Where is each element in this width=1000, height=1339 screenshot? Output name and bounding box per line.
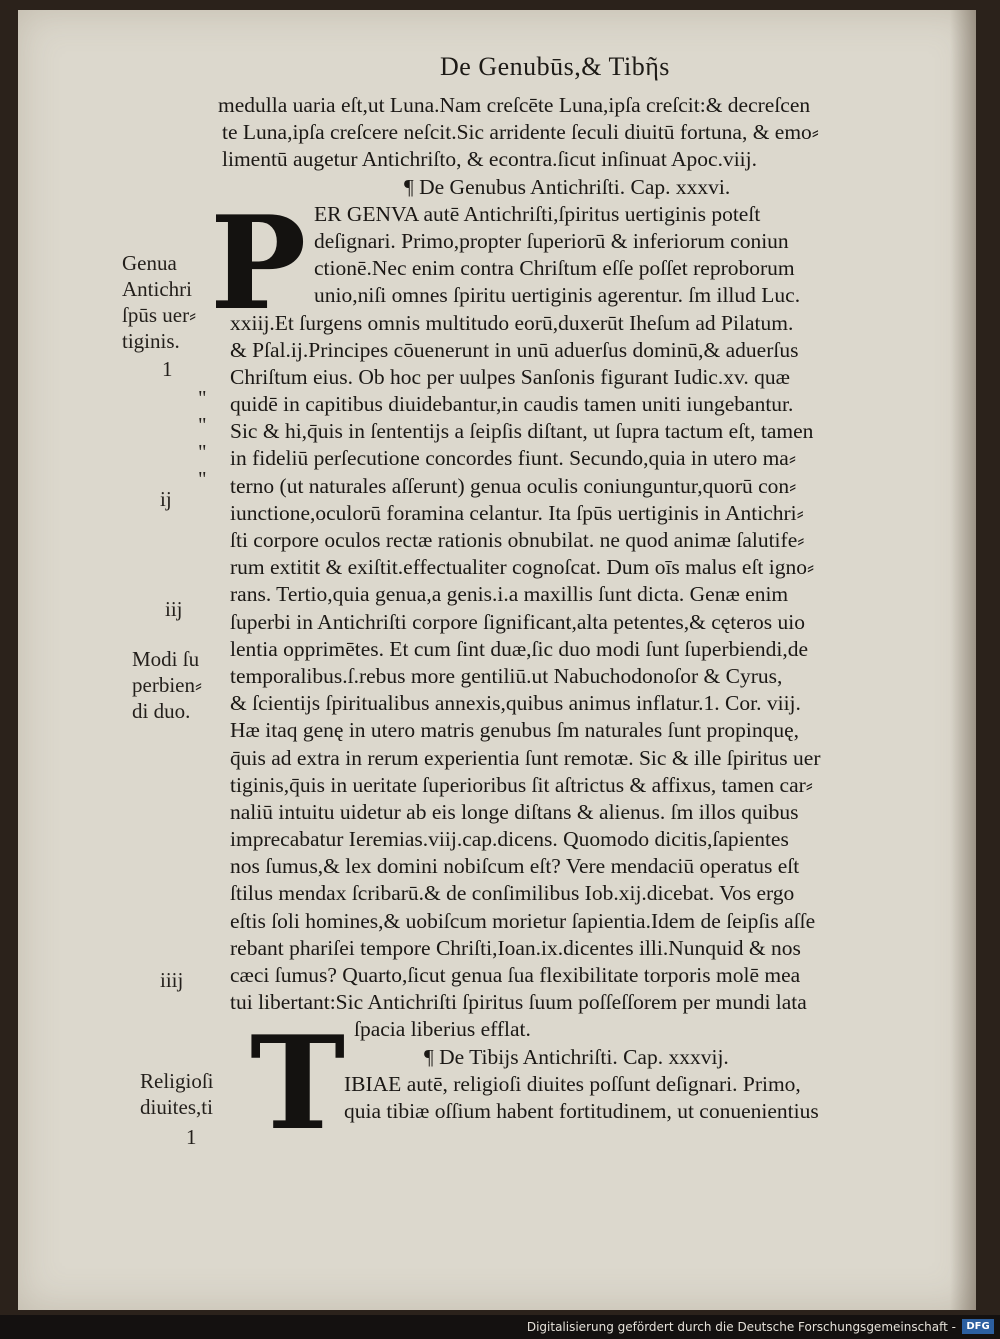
text-line: ſuperbi in Antichriſti corpore ſignificant,alta petentes,& cęteros uio xyxy=(230,609,805,634)
text-line: limentū augetur Antichriſto, & econtra.ſicut inſinuat Apoc.viij. xyxy=(222,147,758,172)
margin-note-religiosi: Religioſi diuites,ti xyxy=(140,1069,214,1119)
dfg-logo: DFG xyxy=(962,1319,994,1334)
text-line: Sic & hi,q̄uis in ſententijs a ſeipſis diſtant, ut ſupra tactum eſt, tamen xyxy=(230,419,814,444)
text-line: deſignari. Primo,propter ſuperiorū & inferiorum coniun xyxy=(314,228,789,253)
text-line: imprecabatur Ieremias.viij.cap.dicens. Quomodo dicitis,ſapientes xyxy=(230,827,789,852)
footer-credit: Digitalisierung gefördert durch die Deutsche Forschungsgemeinschaft - xyxy=(526,1320,956,1334)
drop-cap-t: T xyxy=(250,1009,346,1159)
text-line: cæci ſumus? Quarto,ſicut genua ſua flexibilitate torporis molē mea xyxy=(230,963,801,987)
text-line: & ſcientijs ſpiritualibus annexis,quibus animus inflatur.1. Cor. viij. xyxy=(230,691,801,716)
text-line: ſtilus mendax ſcribarū.& de conſimilibus Iob.xij.dicebat. Vos ergo xyxy=(230,881,795,906)
text-line: quia tibiæ oſſium habent fortitudinem, ut conuenientius xyxy=(344,1098,819,1123)
margin-note-genua: Genua Antichri ſpūs uer⸗ tiginis. xyxy=(122,251,197,353)
text-line: ſti corpore oculos rectæ rationis obnubilat. ne quod animæ ſalutife⸗ xyxy=(230,528,805,552)
text-line: te Luna,ipſa creſcere neſcit.Sic arridente ſeculi diuitū fortuna, & emo⸗ xyxy=(222,120,819,145)
main-text xyxy=(204,92,934,1125)
text-line: temporalibus.ſ.rebus more gentiliū.ut Nabuchodonoſor & Cyrus, xyxy=(230,663,783,688)
text-line: naliū intuitu uidetur ab eis longe diſtans & alienus. ſm illos quibus xyxy=(230,799,799,824)
text-line: tui libertant:Sic Antichriſti ſpiritus ſuum poſſeſſorem per mundi lata xyxy=(230,990,807,1015)
text-line: IBIAE autē, religioſi diuites poſſunt deſignari. Primo, xyxy=(344,1071,801,1096)
text-line: rum extitit & exiſtit.effectualiter cognoſcat. Dum oīs malus eſt igno⸗ xyxy=(230,555,815,580)
spine-shadow xyxy=(950,10,976,1310)
text-line: terno (ut naturales aſſerunt) genua oculis coniunguntur,quorū con⸗ xyxy=(230,473,797,498)
text-line: ctionē.Nec enim contra Chriſtum eſſe poſſet reproborum xyxy=(314,256,795,281)
text-line: q̄uis ad extra in rerum experientia ſunt remotæ. Sic & ille ſpiritus uer xyxy=(230,745,821,770)
margin-number-1: 1 xyxy=(162,357,173,381)
text-line: eſtis ſoli homines,& uobiſcum morietur ſapientia.Idem de ſeipſis aſſe xyxy=(230,908,816,933)
text-line: Chriſtum eius. Ob hoc per uulpes Sanſonis figurant Iudic.xv. quæ xyxy=(230,364,790,389)
text-line: ¶ De Tibijs Antichriſti. Cap. xxxvij. xyxy=(424,1044,729,1069)
running-head: De Genubūs,& Tibῆs xyxy=(440,52,670,81)
text-line: rans. Tertio,quia genua,a genis.i.a maxillis ſunt dicta. Genæ enim xyxy=(230,582,789,607)
margin-number-3: iij xyxy=(165,597,183,621)
text-line: in fideliū perſecutione concordes fiunt. Secundo,quia in utero ma⸗ xyxy=(230,446,796,471)
text-line: medulla uaria eſt,ut Luna.Nam creſcēte Luna,ipſa creſcit:& decreſcen xyxy=(218,93,811,117)
text-line: rebant phariſei tempore Chriſti,Ioan.ix.dicentes illi.Nunquid & nos xyxy=(230,935,801,960)
text-line: iunctione,oculorū foramina celantur. Ita ſpūs uertiginis in Antichri⸗ xyxy=(230,500,804,525)
text-line: lentia opprimētes. Et cum ſint duæ,ſic duo modi ſunt ſuperbiendi,de xyxy=(230,636,809,661)
margin-number-4: iiij xyxy=(160,968,184,992)
drop-cap-p: P xyxy=(210,189,307,339)
text-line: nos ſumus,& lex domini nobiſcum eſt? Vere mendaciū operatus eſt xyxy=(230,854,800,879)
text-line: Hæ itaq genę in utero matris genubus ſm naturales ſunt propinquę, xyxy=(230,718,800,743)
margin-quote-marks: " " " " xyxy=(198,386,207,491)
text-line: ¶ De Genubus Antichriſti. Cap. xxxvi. xyxy=(404,174,731,199)
text-line: ſpacia liberius efflat. xyxy=(354,1017,531,1042)
margin-number-t1: 1 xyxy=(186,1125,197,1149)
footer-bar xyxy=(0,1315,1000,1339)
margin-number-2: ij xyxy=(160,487,172,511)
text-line: xxiij.Et ſurgens omnis multitudo eorū,duxerūt Iheſum ad Pilatum. xyxy=(230,310,794,335)
text-line: & Pſal.ij.Principes cōuenerunt in unū aduerſus dominū,& aduerſus xyxy=(230,337,799,362)
text-line: tiginis,q̄uis in ueritate ſuperioribus ſit aſtrictus & affixus, tamen car⸗ xyxy=(230,772,813,797)
text-line: quidē in capitibus diuidebantur,in caudis tamen uniti iungebantur. xyxy=(230,392,794,417)
margin-note-modi: Modi ſu perbien⸗ di duo. xyxy=(132,647,202,723)
text-line: ER GENVA autē Antichriſti,ſpiritus uertiginis poteſt xyxy=(314,201,761,226)
text-line: unio,niſi omnes ſpiritu uertiginis agerentur. ſm illud Luc. xyxy=(314,283,801,308)
